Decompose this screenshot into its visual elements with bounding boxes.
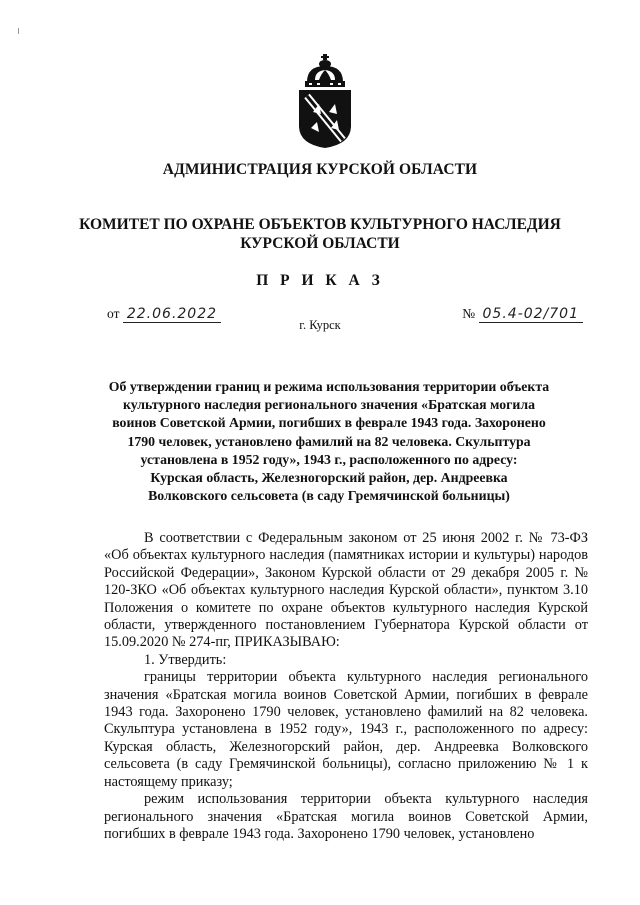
coat-of-arms-emblem bbox=[293, 52, 357, 150]
number-value: 05.4-02/701 bbox=[479, 306, 583, 323]
order-heading: П Р И К А З bbox=[256, 272, 384, 289]
date-prefix: от bbox=[107, 306, 120, 321]
title-line: Курская область, Железногорский район, дер. Андреевка bbox=[150, 470, 508, 486]
body-paragraph: 1. Утвердить: bbox=[144, 651, 227, 668]
scan-mark bbox=[18, 28, 19, 34]
title-line: воинов Советской Армии, погибших в феврале 1943 года. Захоронено bbox=[112, 415, 546, 431]
document-body bbox=[104, 530, 588, 843]
committee-line-2: КУРСКОЙ ОБЛАСТИ bbox=[240, 235, 400, 252]
body-paragraph: границы территории объекта культурного наследия регионального значения «Братская могила воинов Советской Армии, погибших в феврале 1943 года. Захоронено 1790 человек, установлено фамилий на 82 человека. Скульптура установлена в 1952 году», 1943 г., расположенного по адресу: Курская область, Железногорский район, дер. Андреевка Волковского сельсовета (в саду Гремячинской больницы), согласно приложению № 1 к настоящему приказу; bbox=[104, 669, 588, 790]
document-title bbox=[98, 378, 560, 505]
number-prefix: № bbox=[462, 306, 476, 321]
administration-heading: АДМИНИСТРАЦИЯ КУРСКОЙ ОБЛАСТИ bbox=[162, 161, 478, 178]
title-line: Волковского сельсовета (в саду Гремячинской больницы) bbox=[148, 488, 510, 504]
body-paragraph: режим использования территории объекта культурного наследия регионального значения «Братская могила воинов Советской Армии, погибших в феврале 1943 года. Захоронено 1790 человек, установлено bbox=[104, 791, 588, 842]
committee-heading bbox=[0, 215, 640, 253]
title-line: культурного наследия регионального значения «Братская могила bbox=[122, 397, 535, 413]
title-line: 1790 человек, установлено фамилий на 82 человека. Скульптура bbox=[127, 433, 531, 449]
title-line: Об утверждении границ и режима использования территории объекта bbox=[108, 379, 550, 394]
title-line: установлена в 1952 году», 1943 г., расположенного по адресу: bbox=[140, 451, 518, 467]
committee-line-1: КОМИТЕТ ПО ОХРАНЕ ОБЪЕКТОВ КУЛЬТУРНОГО НАСЛЕДИЯ bbox=[79, 216, 561, 233]
city-label: г. Курск bbox=[299, 318, 341, 332]
shield-icon bbox=[299, 90, 351, 148]
body-paragraph: В соответствии с Федеральным законом от 25 июня 2002 г. № 73-ФЗ «Об объектах культурного наследия (памятниках истории и культуры) народов Российской Федерации», Законом Курской области от 29 декабря 2005 г. № 120-ЗКО «Об объектах культурного наследия Курской области», пунктом 3.10 Положения о комитете по охране объектов культурного наследия Курской области, утвержденного постановлением Губернатора Курской области от 15.09.2020 № 274-пг, ПРИКАЗЫВАЮ: bbox=[104, 530, 588, 651]
crown-icon bbox=[305, 54, 345, 87]
date-value: 22.06.2022 bbox=[123, 306, 221, 323]
